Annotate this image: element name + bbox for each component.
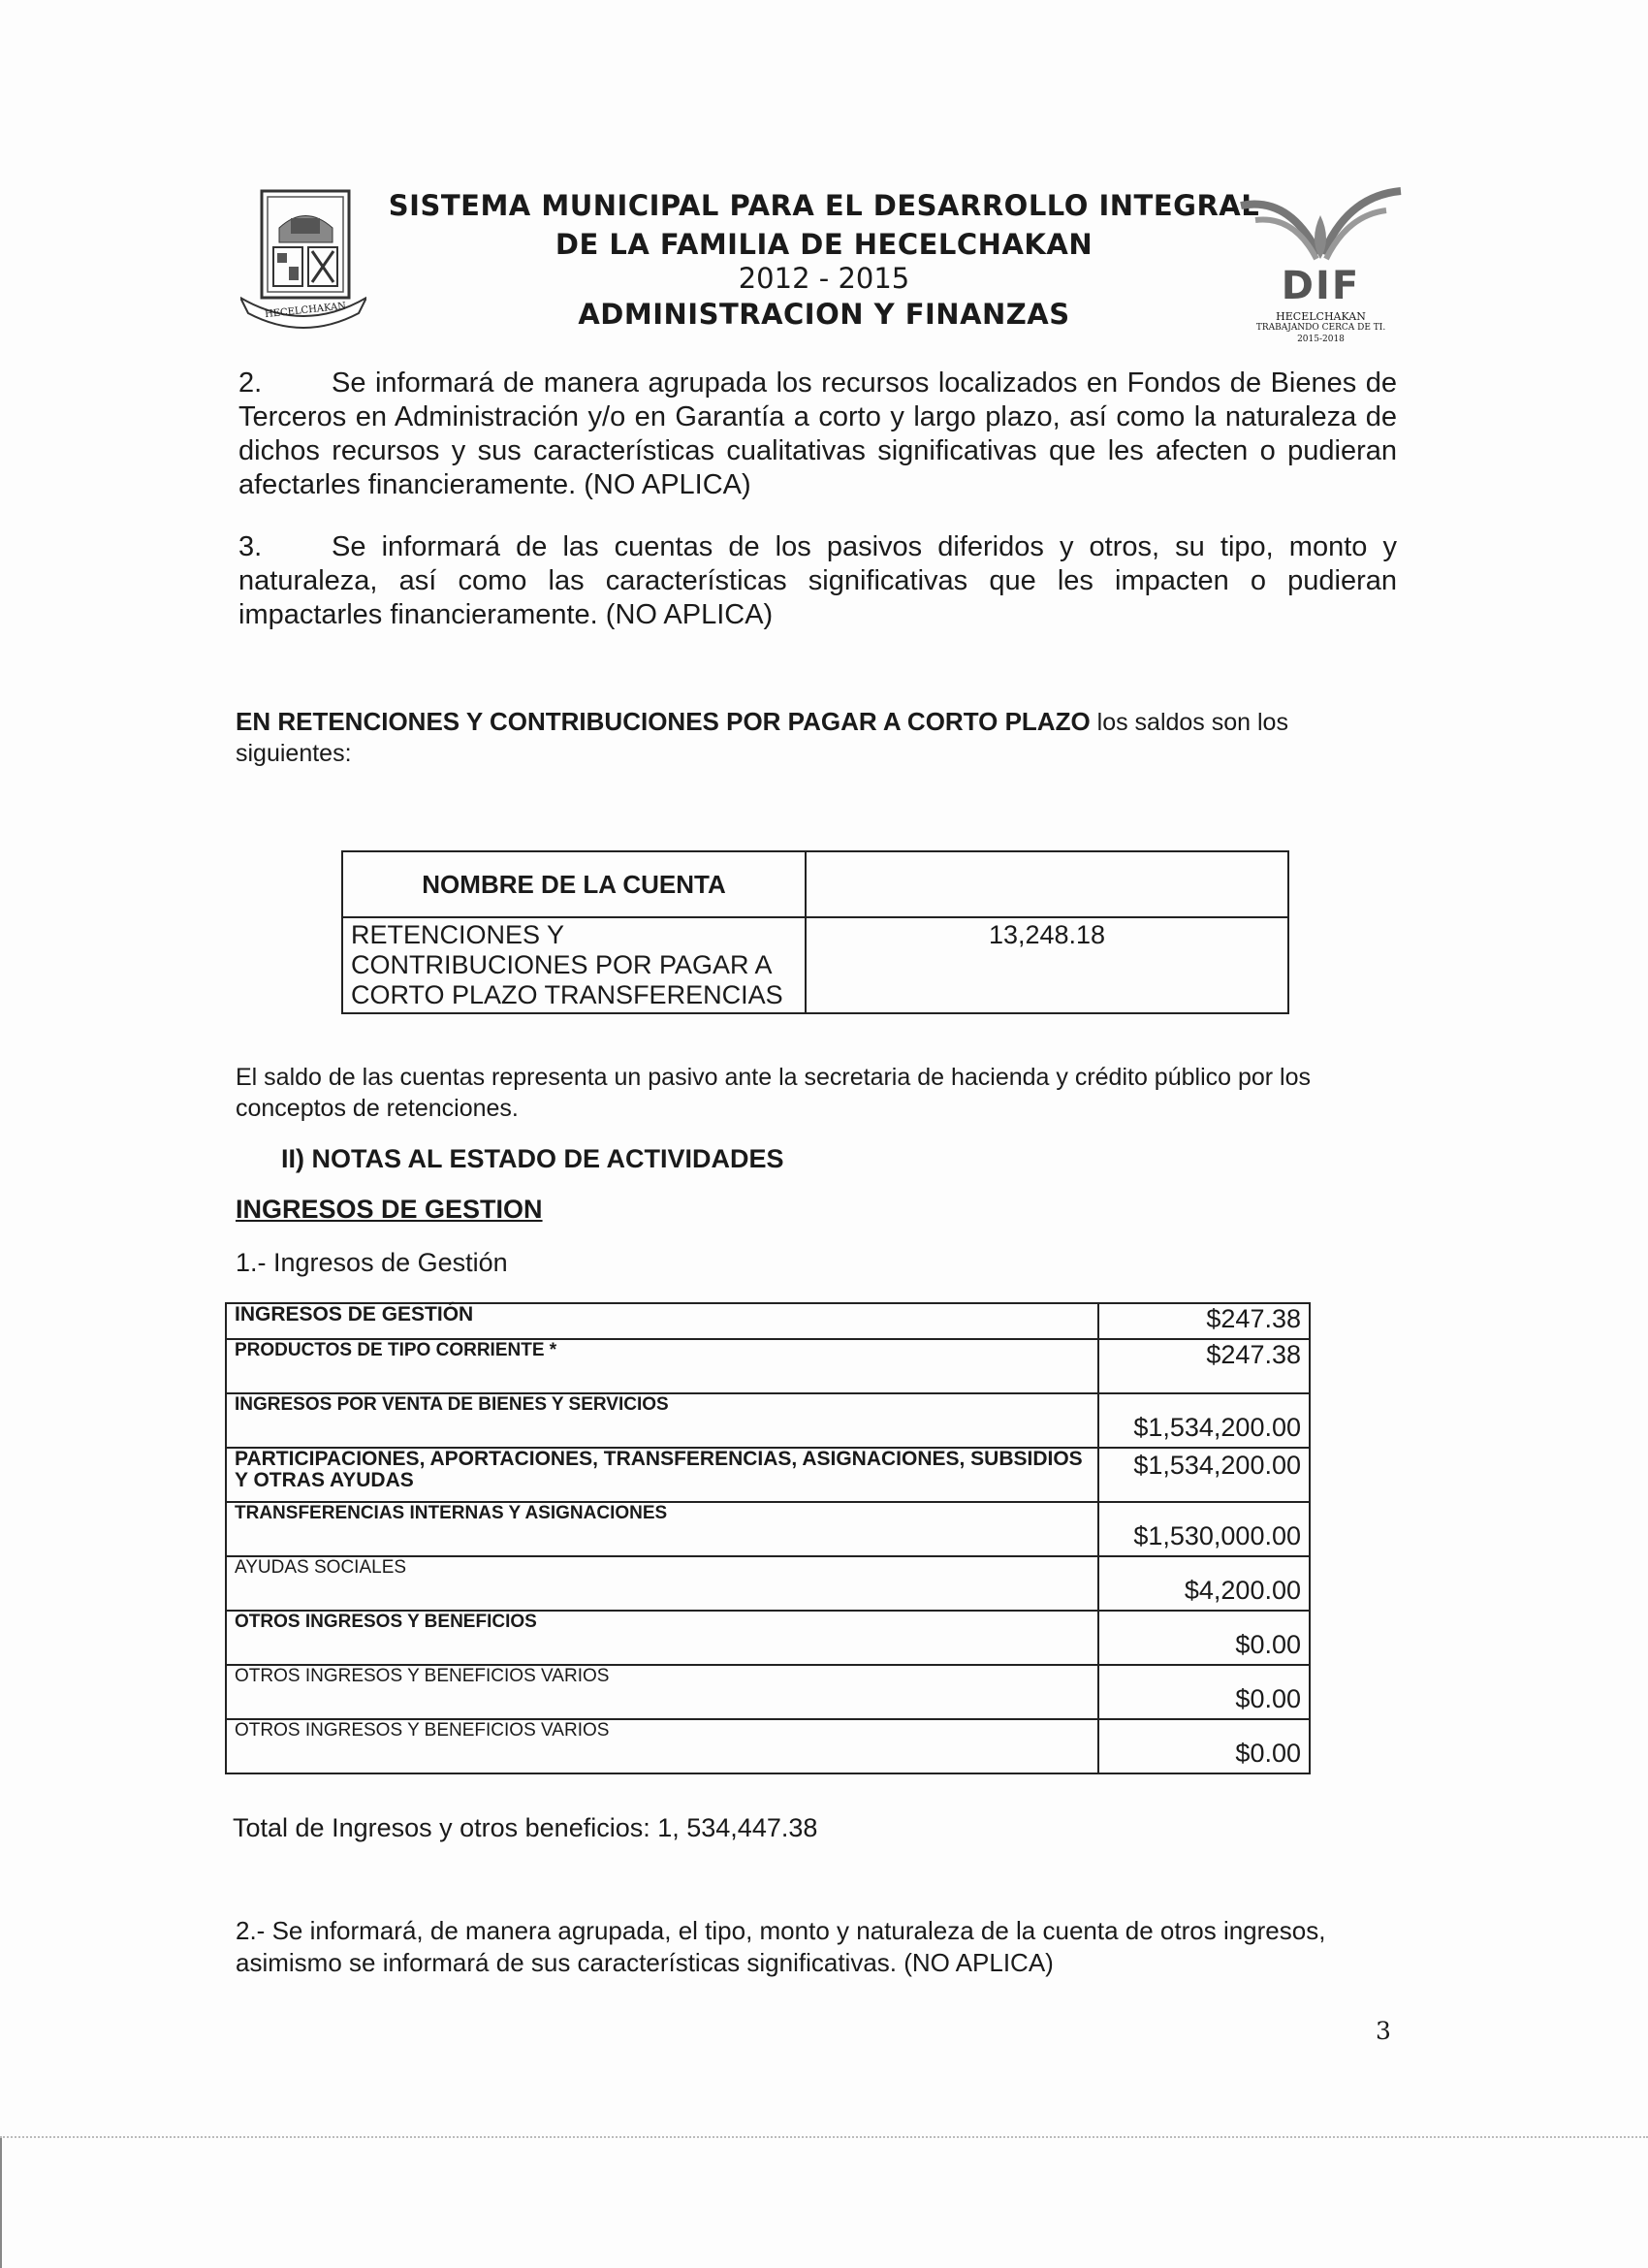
paragraph-2-number: 2.: [238, 367, 263, 399]
header-years: 2012 - 2015: [738, 262, 910, 295]
ingresos-table: [225, 1302, 1311, 1774]
total-ingresos: Total de Ingresos y otros beneficios: 1, 534,447.38: [233, 1813, 818, 1842]
ingresos-row-label: PARTICIPACIONES, APORTACIONES, TRANSFERENCIAS, ASIGNACIONES, SUBSIDIOS Y OTRAS AYUDAS: [226, 1448, 1098, 1502]
dif-letters: DIF: [1281, 264, 1361, 308]
dif-logo: [1231, 186, 1410, 351]
paragraph-3: [238, 530, 1397, 632]
paragraph-3-text: Se informará de las cuentas de los pasivos diferidos y otros, su tipo, monto y naturaleza, así como las características significativas que les impacten o pudieran impactarles financieramente. (NO APLICA): [238, 531, 1397, 630]
header-department: ADMINISTRACION Y FINANZAS: [578, 298, 1070, 331]
paragraph-2: [238, 367, 1397, 502]
table-row: [342, 917, 1288, 1013]
retenciones-table-header: [342, 851, 1288, 917]
ingresos-row-label: OTROS INGRESOS Y BENEFICIOS VARIOS: [226, 1719, 1098, 1773]
page-number: 3: [1376, 2017, 1391, 2045]
table-row: [226, 1448, 1310, 1502]
paragraph-3-number: 3.: [238, 531, 263, 562]
scan-edge: [0, 2138, 2, 2268]
retenciones-heading: EN RETENCIONES Y CONTRIBUCIONES POR PAGAR A CORTO PLAZO: [236, 707, 1091, 736]
table-row: [226, 1502, 1310, 1556]
ingresos-row-amount: $4,200.00: [1098, 1556, 1310, 1611]
notas-title: II) NOTAS AL ESTADO DE ACTIVIDADES: [281, 1144, 784, 1173]
ingresos-row-amount: $0.00: [1098, 1611, 1310, 1665]
ingresos-row-amount: $0.00: [1098, 1719, 1310, 1773]
dif-line2: TRABAJANDO CERCA DE TI.: [1255, 323, 1386, 333]
retenciones-table: [341, 850, 1289, 1014]
column-header-account-name: NOMBRE DE LA CUENTA: [342, 851, 806, 917]
ingresos-row-label: AYUDAS SOCIALES: [226, 1556, 1098, 1611]
ingresos-row-label: TRANSFERENCIAS INTERNAS Y ASIGNACIONES: [226, 1502, 1098, 1556]
table-row: [226, 1611, 1310, 1665]
saldo-paragraph: El saldo de las cuentas representa un pasivo ante la secretaria de hacienda y crédito público por los conceptos de retenciones.: [236, 1064, 1312, 1122]
retenciones-rest: los saldos son los siguientes:: [236, 709, 1288, 767]
table-row: [226, 1339, 1310, 1393]
table-row: [226, 1719, 1310, 1773]
header-title-line2: DE LA FAMILIA DE HECELCHAKAN: [555, 228, 1093, 261]
ingresos-row-amount: $0.00: [1098, 1665, 1310, 1719]
crest-ribbon-text: HECELCHAKAN: [264, 301, 347, 321]
table-row: [226, 1303, 1310, 1339]
ingresos-row-label: INGRESOS DE GESTIÓN: [226, 1303, 1098, 1339]
ingresos-gestion-title: INGRESOS DE GESTION: [236, 1195, 543, 1224]
table-row: [226, 1393, 1310, 1448]
final-paragraph: 2.- Se informará, de manera agrupada, el tipo, monto y naturaleza de la cuenta de otros ingresos, asimismo se informará de sus características significativas. (NO APLICA): [236, 1916, 1326, 1977]
header-title-line1: SISTEMA MUNICIPAL PARA EL DESARROLLO INTEGRAL: [388, 189, 1260, 222]
ingresos-row-label: INGRESOS POR VENTA DE BIENES Y SERVICIOS: [226, 1393, 1098, 1448]
ingresos-row-amount: $1,534,200.00: [1098, 1448, 1310, 1502]
ingresos-row-amount: $1,534,200.00: [1098, 1393, 1310, 1448]
ingresos-row-label: PRODUCTOS DE TIPO CORRIENTE *: [226, 1339, 1098, 1393]
ingresos-subtitle: 1.- Ingresos de Gestión: [236, 1248, 508, 1277]
table-row: [226, 1556, 1310, 1611]
ingresos-row-label: OTROS INGRESOS Y BENEFICIOS VARIOS: [226, 1665, 1098, 1719]
paragraph-2-text: Se informará de manera agrupada los recursos localizados en Fondos de Bienes de Terceros en Administración y/o en Garantía a corto y largo plazo, así como la naturaleza de dichos recursos y sus características cualitativas significativas que les afecten o pudieran afectarles financieramente. (NO APLICA): [238, 367, 1397, 500]
retenciones-intro: [236, 706, 1399, 769]
dif-line1: HECELCHAKAN: [1276, 310, 1366, 323]
scan-divider: [0, 2136, 1648, 2138]
ingresos-row-amount: $1,530,000.00: [1098, 1502, 1310, 1556]
account-amount-cell: 13,248.18: [806, 917, 1288, 1013]
column-header-amount: [806, 851, 1288, 917]
dif-line3: 2015-2018: [1297, 335, 1345, 344]
table-row: [226, 1665, 1310, 1719]
ingresos-row-label: OTROS INGRESOS Y BENEFICIOS: [226, 1611, 1098, 1665]
account-name-cell: RETENCIONES Y CONTRIBUCIONES POR PAGAR A CORTO PLAZO TRANSFERENCIAS: [342, 917, 806, 1013]
ingresos-row-amount: $247.38: [1098, 1339, 1310, 1393]
ingresos-row-amount: $247.38: [1098, 1303, 1310, 1339]
